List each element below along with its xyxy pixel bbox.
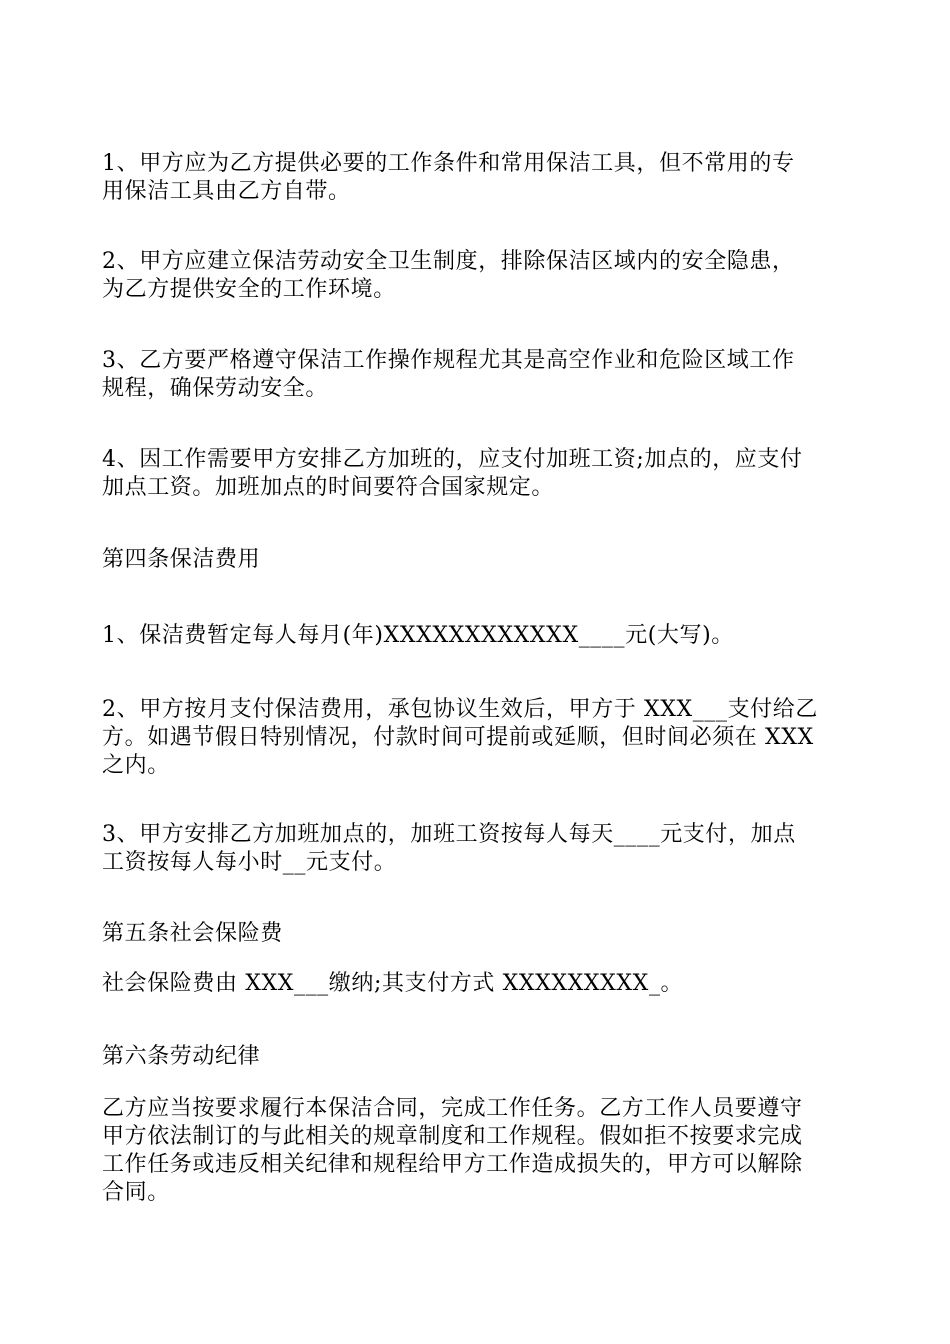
text-line: 1、甲方应为乙方提供必要的工作条件和常用保洁工具，但不常用的专 (102, 151, 795, 176)
clause-paragraph-9 (102, 1095, 852, 1207)
text-line: 2、甲方按月支付保洁费用，承包协议生效后，甲方于 XXX___支付给乙 (102, 697, 818, 722)
text-line: 3、甲方安排乙方加班加点的，加班工资按每人每天____元支付，加点 (102, 822, 796, 847)
clause-paragraph-1 (102, 150, 852, 206)
text-line: 3、乙方要严格遵守保洁工作操作规程尤其是高空作业和危险区域工作 (102, 348, 795, 373)
text-line: 2、甲方应建立保洁劳动安全卫生制度，排除保洁区域内的安全隐患， (102, 249, 795, 274)
text-line: 工作任务或违反相关纪律和规程给甲方工作造成损失的，甲方可以解除 (102, 1152, 803, 1177)
section-heading-5 (102, 920, 852, 948)
text-line: 之内。 (102, 753, 170, 778)
text-line: 方。如遇节假日特别情况，付款时间可提前或延顺，但时间必须在 XXX (102, 725, 814, 750)
heading-text: 第六条劳动纪律 (102, 1044, 261, 1069)
text-line: 合同。 (102, 1180, 170, 1205)
section-heading-4 (102, 546, 852, 574)
clause-paragraph-8 (102, 970, 852, 998)
text-line: 甲方依法制订的与此相关的规章制度和工作规程。假如拒不按要求完成 (102, 1124, 803, 1149)
clause-paragraph-2 (102, 248, 852, 304)
text-line: 加点工资。加班加点的时间要符合国家规定。 (102, 475, 555, 500)
section-heading-6 (102, 1043, 852, 1071)
text-line: 为乙方提供安全的工作环境。 (102, 277, 396, 302)
text-line: 社会保险费由 XXX___缴纳;其支付方式 XXXXXXXXX_。 (102, 971, 684, 996)
clause-paragraph-6 (102, 696, 852, 780)
clause-paragraph-5 (102, 622, 852, 650)
text-line: 1、保洁费暂定每人每月(年)XXXXXXXXXXXX____元(大写)。 (102, 623, 734, 648)
text-line: 乙方应当按要求履行本保洁合同，完成工作任务。乙方工作人员要遵守 (102, 1096, 803, 1121)
clause-paragraph-4 (102, 446, 852, 502)
text-line: 用保洁工具由乙方自带。 (102, 179, 351, 204)
clause-paragraph-3 (102, 347, 852, 403)
text-line: 工资按每人每小时__元支付。 (102, 850, 397, 875)
heading-text: 第五条社会保险费 (102, 921, 283, 946)
text-line: 4、因工作需要甲方安排乙方加班的，应支付加班工资;加点的，应支付 (102, 447, 803, 472)
clause-paragraph-7 (102, 821, 852, 877)
text-line: 规程，确保劳动安全。 (102, 376, 329, 401)
heading-text: 第四条保洁费用 (102, 547, 261, 572)
